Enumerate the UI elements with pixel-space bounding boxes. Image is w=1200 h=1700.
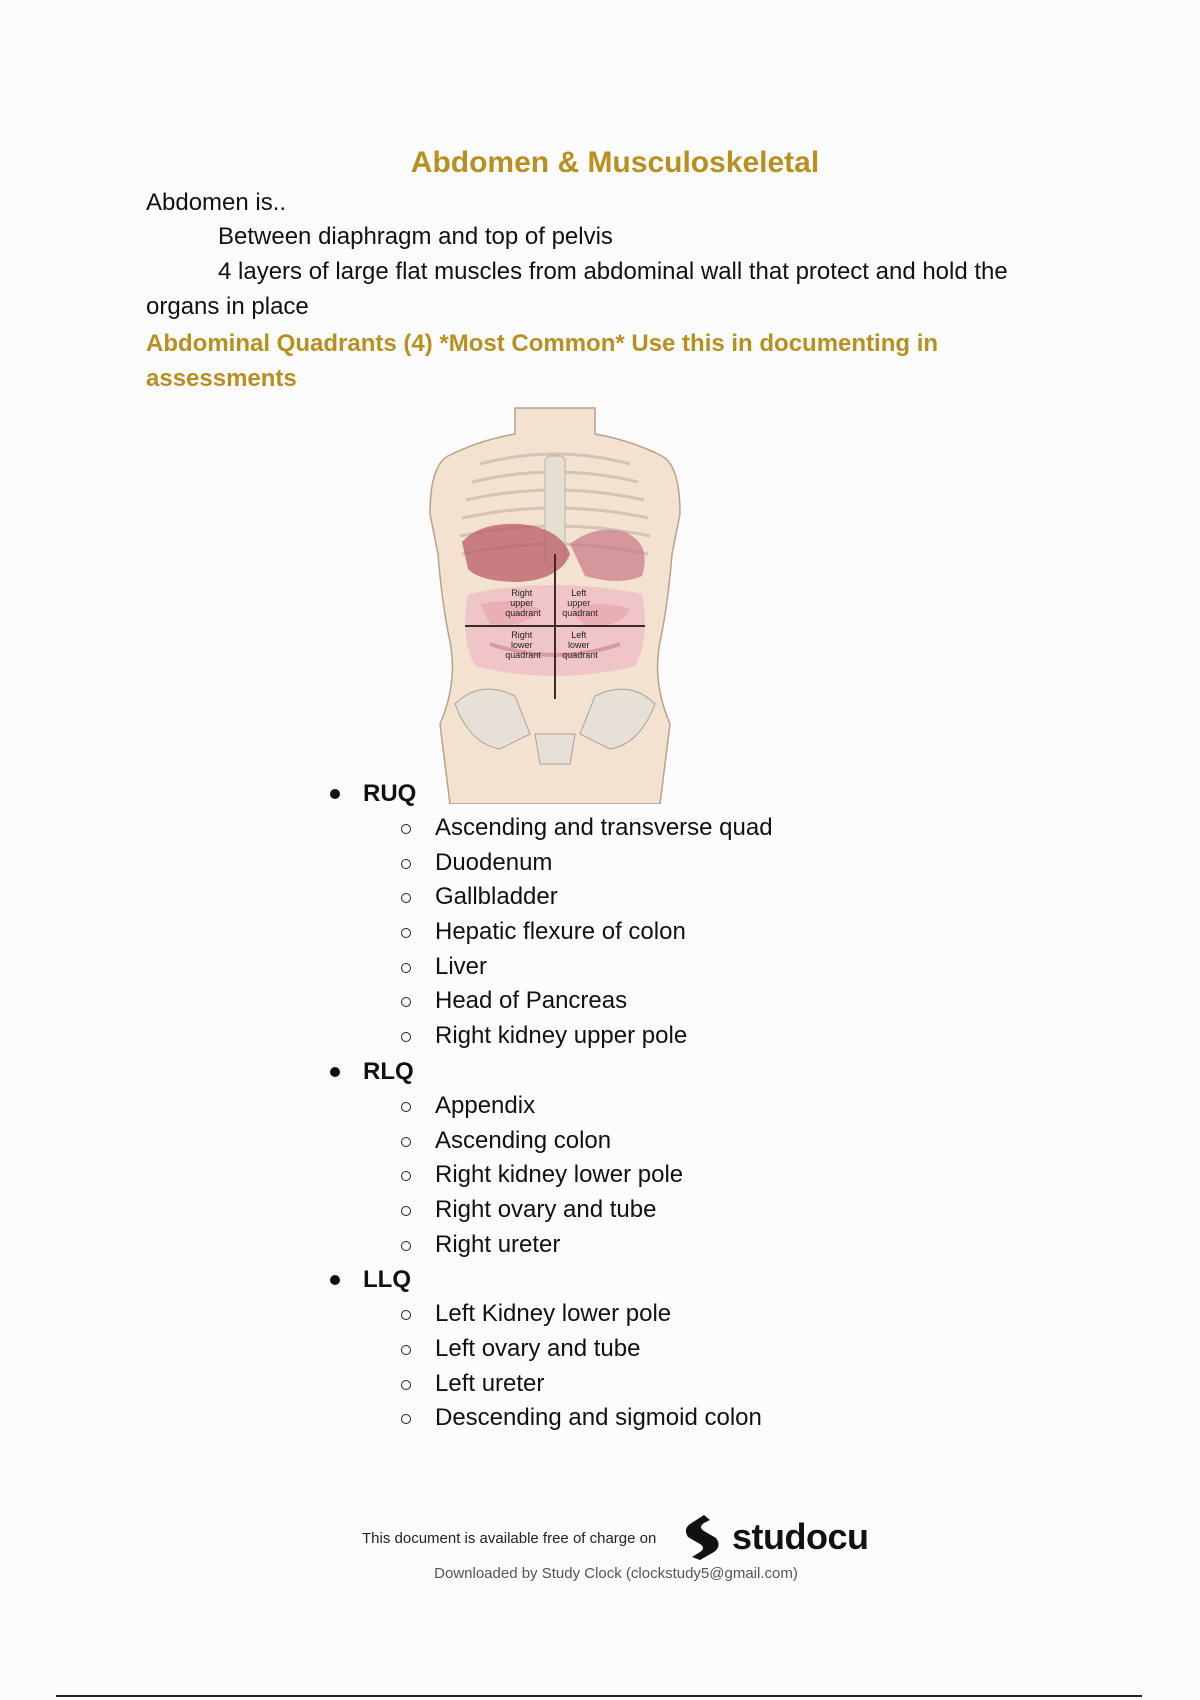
circle-bullet-icon	[401, 1206, 411, 1216]
circle-bullet-icon	[401, 1102, 411, 1112]
circle-bullet-icon	[401, 963, 411, 973]
circle-bullet-icon	[401, 928, 411, 938]
bullet-icon	[330, 789, 340, 799]
label-rlq: Right lower quadrant	[505, 630, 541, 660]
label-luq: Left upper quadrant	[562, 588, 598, 618]
circle-bullet-icon	[401, 1310, 411, 1320]
circle-bullet-icon	[401, 1380, 411, 1390]
studocu-logo[interactable]	[680, 1512, 869, 1562]
label-llq: Left lower quadrant	[562, 630, 598, 660]
circle-bullet-icon	[401, 1241, 411, 1251]
abdominal-quadrants-figure	[420, 404, 690, 804]
circle-bullet-icon	[401, 893, 411, 903]
studocu-logo-icon	[680, 1512, 726, 1562]
studocu-wordmark: studocu	[732, 1516, 869, 1557]
point-muscles-line1: 4 layers of large flat muscles from abdominal wall that protect and hold the	[218, 258, 1008, 285]
circle-bullet-icon	[401, 824, 411, 834]
bullet-icon	[330, 1275, 340, 1285]
quadrants-heading: Abdominal Quadrants (4) *Most Common* Use this in documenting in assessments	[146, 330, 939, 392]
point-muscles-line2: organs in place	[146, 293, 309, 320]
circle-bullet-icon	[401, 1171, 411, 1181]
download-attribution: Downloaded by Study Clock (clockstudy5@gmail.com)	[434, 1565, 798, 1582]
page-divider	[56, 1695, 1142, 1697]
page-title: Abdomen & Musculoskeletal	[410, 146, 820, 179]
circle-bullet-icon	[401, 859, 411, 869]
intro-text: Abdomen is..	[146, 189, 287, 216]
circle-bullet-icon	[401, 1414, 411, 1424]
circle-bullet-icon	[401, 1345, 411, 1355]
point-diaphragm: Between diaphragm and top of pelvis	[218, 223, 613, 250]
torso-illustration	[420, 404, 690, 804]
availability-note: This document is available free of charge on	[362, 1530, 657, 1547]
label-ruq: Right upper quadrant	[505, 588, 541, 618]
circle-bullet-icon	[401, 997, 411, 1007]
circle-bullet-icon	[401, 1137, 411, 1147]
circle-bullet-icon	[401, 1032, 411, 1042]
bullet-icon	[330, 1067, 340, 1077]
